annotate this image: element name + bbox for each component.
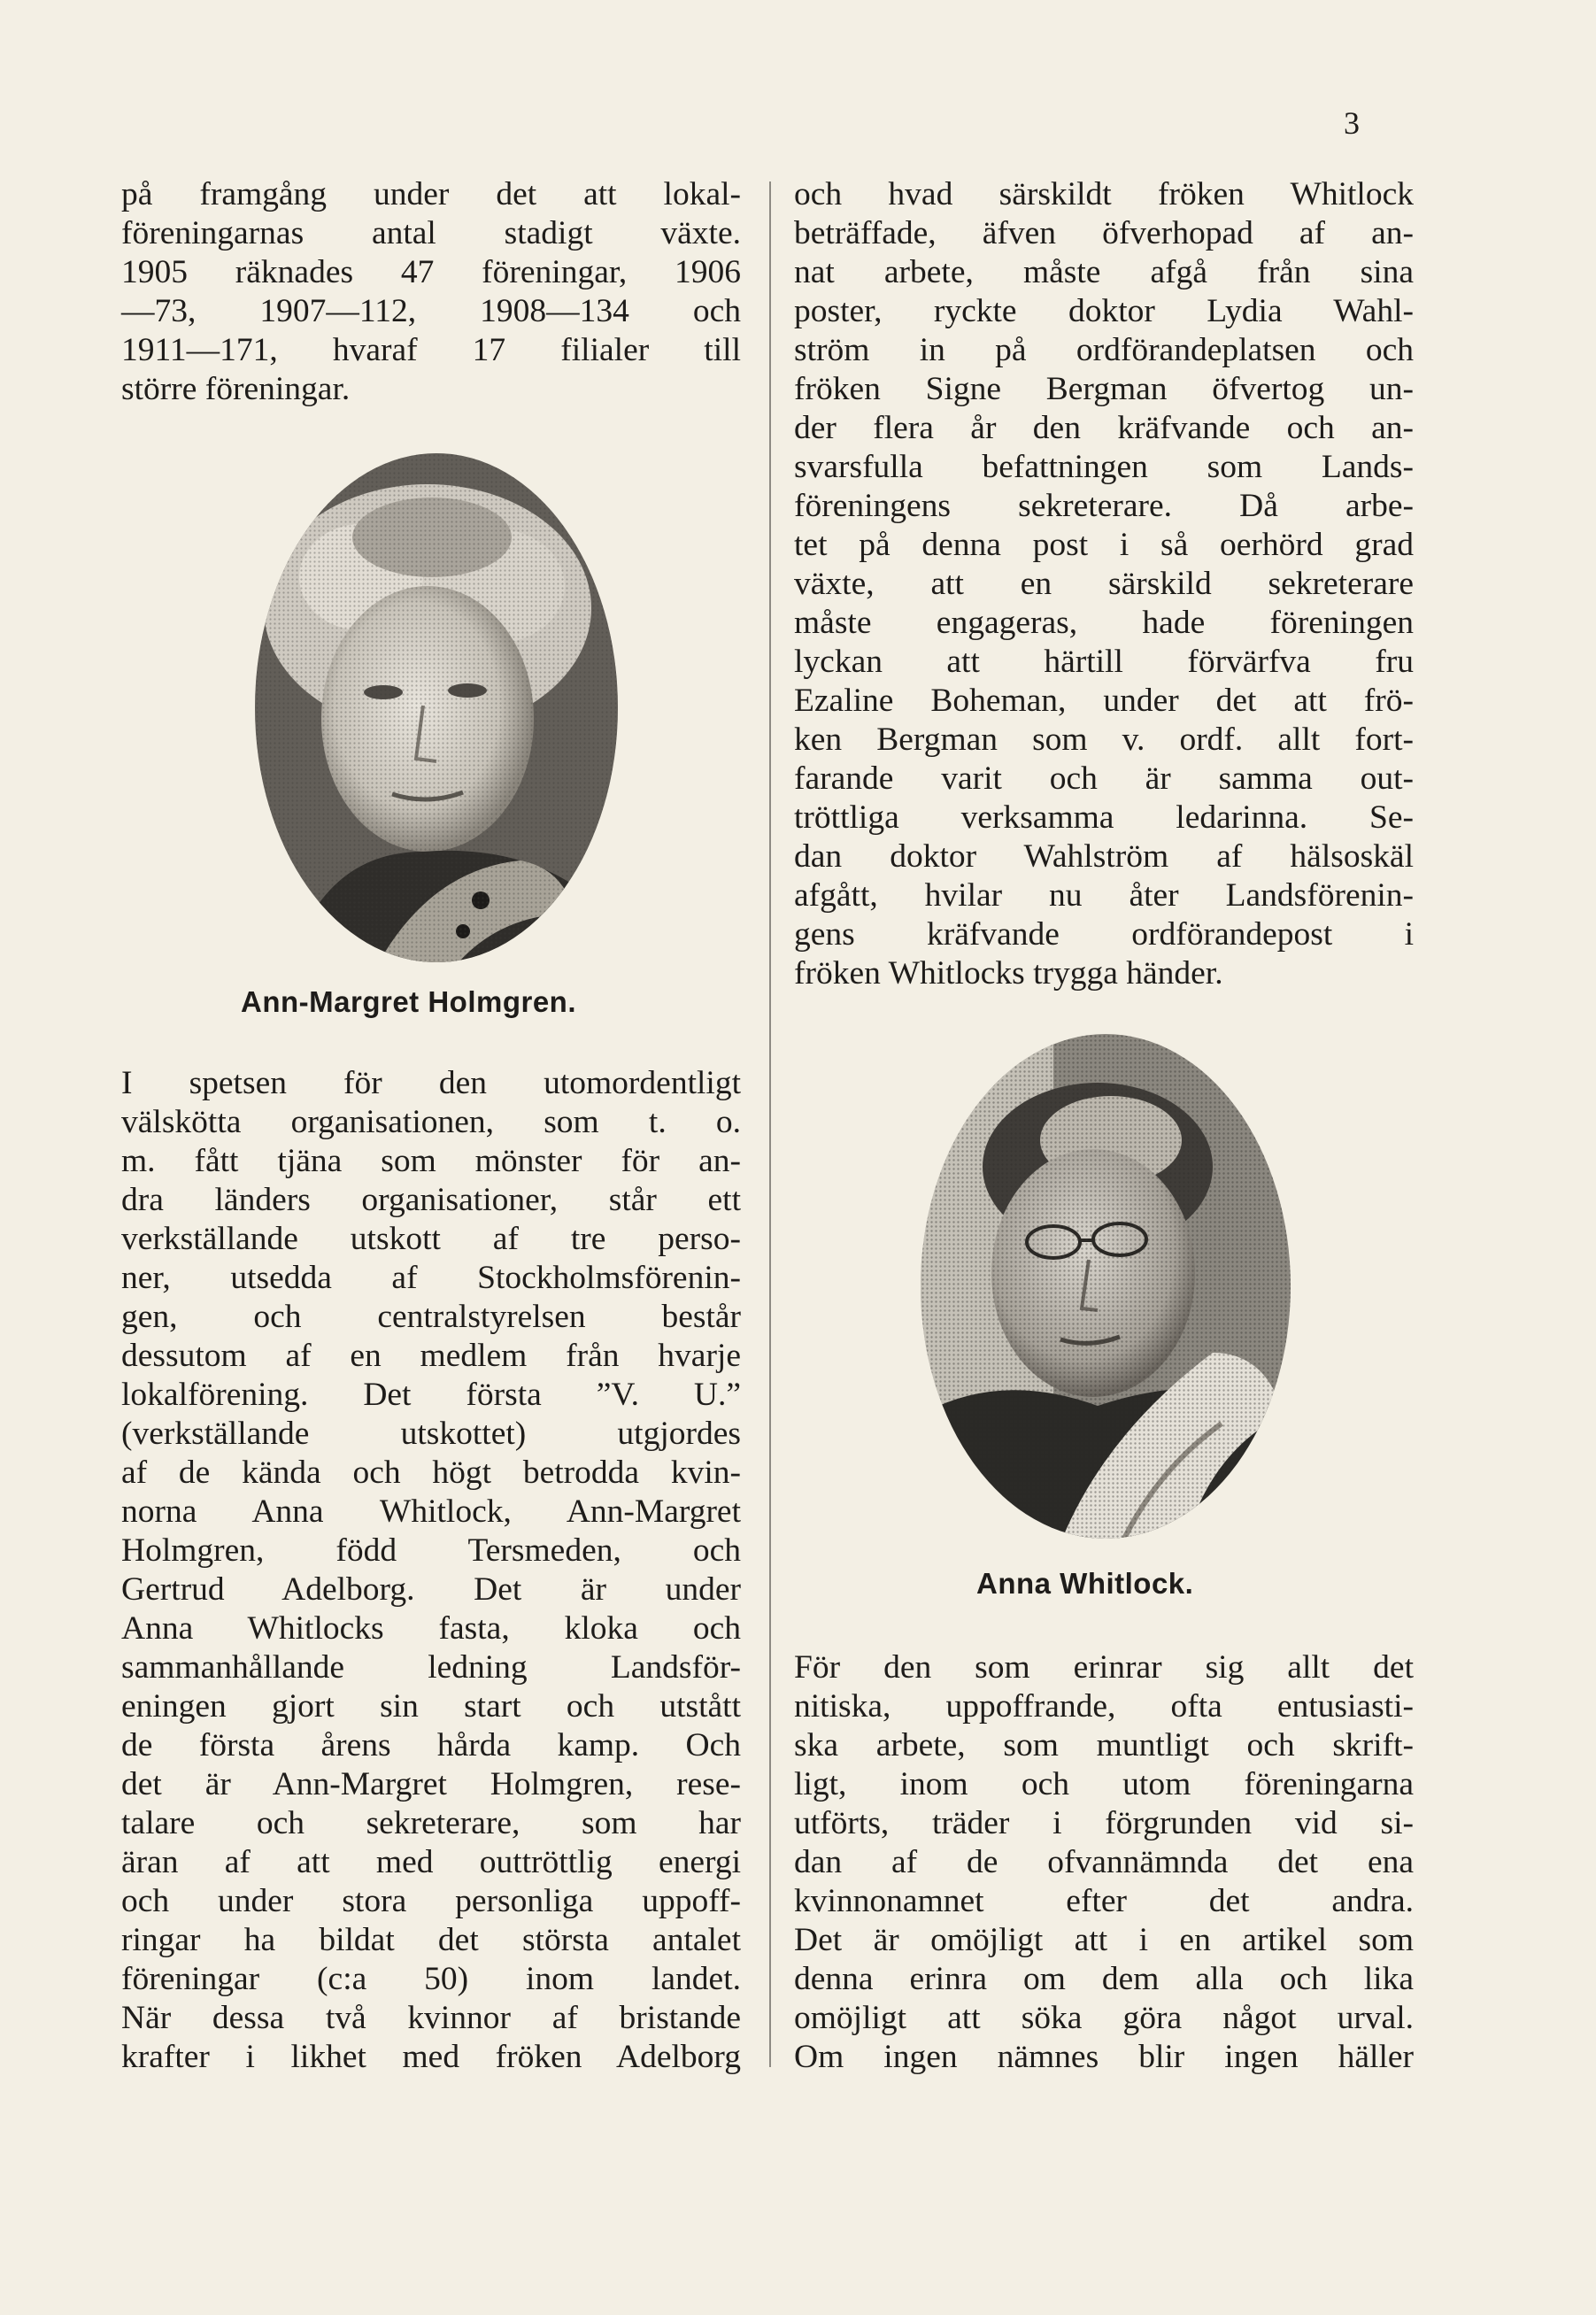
text-line: utförts, träder i förgrunden vid si- xyxy=(794,1805,1414,1841)
text-line: dan af de ofvannämnda det ena xyxy=(794,1844,1414,1880)
portrait-caption-whitlock: Anna Whitlock. xyxy=(976,1567,1194,1600)
text-line: och hvad särskildt fröken Whitlock xyxy=(794,176,1414,212)
text-line: ner, utsedda af Stockholmsförenin- xyxy=(121,1260,741,1296)
text-line: och under stora personliga uppoff- xyxy=(121,1883,741,1919)
text-line: dan doktor Wahlström af hälsoskäl xyxy=(794,838,1414,875)
text-line: När dessa två kvinnor af bristande xyxy=(121,2000,741,2036)
text-line: svarsfulla befattningen som Lands- xyxy=(794,449,1414,485)
text-line: farande varit och är samma out- xyxy=(794,760,1414,797)
text-line: på framgång under det att lokal- xyxy=(121,176,741,212)
text-line: ska arbete, som muntligt och skrift- xyxy=(794,1727,1414,1763)
text-line: tet på denna post i så oerhörd grad xyxy=(794,527,1414,563)
text-line: m. fått tjäna som mönster för an- xyxy=(121,1143,741,1179)
text-line: växte, att en särskild sekreterare xyxy=(794,566,1414,602)
portrait-anna-whitlock xyxy=(921,1034,1291,1539)
text-line: poster, ryckte doktor Lydia Wahl- xyxy=(794,293,1414,329)
text-line: tröttliga verksamma ledarinna. Se- xyxy=(794,799,1414,836)
text-line: Holmgren, född Tersmeden, och xyxy=(121,1532,741,1569)
text-line: föreningarnas antal stadigt växte. xyxy=(121,215,741,251)
text-line: ken Bergman som v. ordf. allt fort- xyxy=(794,722,1414,758)
left-column-top-text xyxy=(121,175,741,409)
text-line: sammanhållande ledning Landsför- xyxy=(121,1649,741,1686)
portrait-ann-margret-holmgren xyxy=(255,453,618,962)
text-line: der flera år den kräfvande och an- xyxy=(794,410,1414,446)
text-line: verkställande utskott af tre perso- xyxy=(121,1221,741,1257)
text-line: 1911—171, hvaraf 17 filialer till xyxy=(121,332,741,368)
text-line: gens kräfvande ordförandepost i xyxy=(794,916,1414,953)
text-line: föreningar (c:a 50) inom landet. xyxy=(121,1961,741,1997)
text-line: välskötta organisationen, som t. o. xyxy=(121,1104,741,1140)
text-line: fröken Whitlocks trygga händer. xyxy=(794,955,1223,992)
portrait-caption-holmgren: Ann-Margret Holmgren. xyxy=(241,985,577,1018)
text-line: beträffade, äfven öfverhopad af an- xyxy=(794,215,1414,251)
text-line: talare och sekreterare, som har xyxy=(121,1805,741,1841)
text-line: gen, och centralstyrelsen består xyxy=(121,1299,741,1335)
text-line: dra länders organisationer, står ett xyxy=(121,1182,741,1218)
text-line: det är Ann-Margret Holmgren, rese- xyxy=(121,1766,741,1802)
text-line: de första årens hårda kamp. Och xyxy=(121,1727,741,1763)
text-line: —73, 1907—112, 1908—134 och xyxy=(121,293,741,329)
text-line: omöjligt att söka göra något urval. xyxy=(794,2000,1414,2036)
text-line: denna erinra om dem alla och lika xyxy=(794,1961,1414,1997)
text-line: eningen gjort sin start och utstått xyxy=(121,1688,741,1725)
text-line: I spetsen för den utomordentligt xyxy=(121,1065,741,1101)
text-line: norna Anna Whitlock, Ann-Margret xyxy=(121,1493,741,1530)
text-line: afgått, hvilar nu åter Landsförenin- xyxy=(794,877,1414,914)
page-number: 3 xyxy=(1344,105,1360,141)
text-line: nat arbete, måste afgå från sina xyxy=(794,254,1414,290)
text-line: 1905 räknades 47 föreningar, 1906 xyxy=(121,254,741,290)
left-column-bottom-text xyxy=(121,1064,741,2077)
text-line: föreningens sekreterare. Då arbe- xyxy=(794,488,1414,524)
text-line: Om ingen nämnes blir ingen häller xyxy=(794,2039,1414,2075)
text-line: Ezaline Boheman, under det att frö- xyxy=(794,683,1414,719)
text-line: Det är omöjligt att i en artikel som xyxy=(794,1922,1414,1958)
text-line: äran af att med outtröttlig energi xyxy=(121,1844,741,1880)
text-line: ligt, inom och utom föreningarna xyxy=(794,1766,1414,1802)
column-divider xyxy=(769,181,771,2067)
text-line: ringar ha bildat det största antalet xyxy=(121,1922,741,1958)
text-line: lokalförening. Det första ”V. U.” xyxy=(121,1377,741,1413)
text-line: af de kända och högt betrodda kvin- xyxy=(121,1455,741,1491)
text-line: fröken Signe Bergman öfvertog un- xyxy=(794,371,1414,407)
text-line: ström in på ordförandeplatsen och xyxy=(794,332,1414,368)
text-line: (verkställande utskottet) utgjordes xyxy=(121,1416,741,1452)
text-line: kvinnonamnet efter det andra. xyxy=(794,1883,1414,1919)
portrait-photo-whitlock xyxy=(921,1034,1291,1539)
text-line: lyckan att härtill förvärfva fru xyxy=(794,644,1414,680)
text-line: större föreningar. xyxy=(121,371,351,407)
text-line: Gertrud Adelborg. Det är under xyxy=(121,1571,741,1608)
text-line: måste engageras, hade föreningen xyxy=(794,605,1414,641)
right-column-top-text xyxy=(794,175,1414,993)
text-line: För den som erinrar sig allt det xyxy=(794,1649,1414,1686)
text-line: nitiska, uppoffrande, ofta entusiasti- xyxy=(794,1688,1414,1725)
portrait-photo-holmgren xyxy=(255,453,618,962)
right-column-bottom-text xyxy=(794,1648,1414,2077)
text-line: krafter i likhet med fröken Adelborg xyxy=(121,2039,741,2075)
text-line: dessutom af en medlem från hvarje xyxy=(121,1338,741,1374)
text-line: Anna Whitlocks fasta, kloka och xyxy=(121,1610,741,1647)
